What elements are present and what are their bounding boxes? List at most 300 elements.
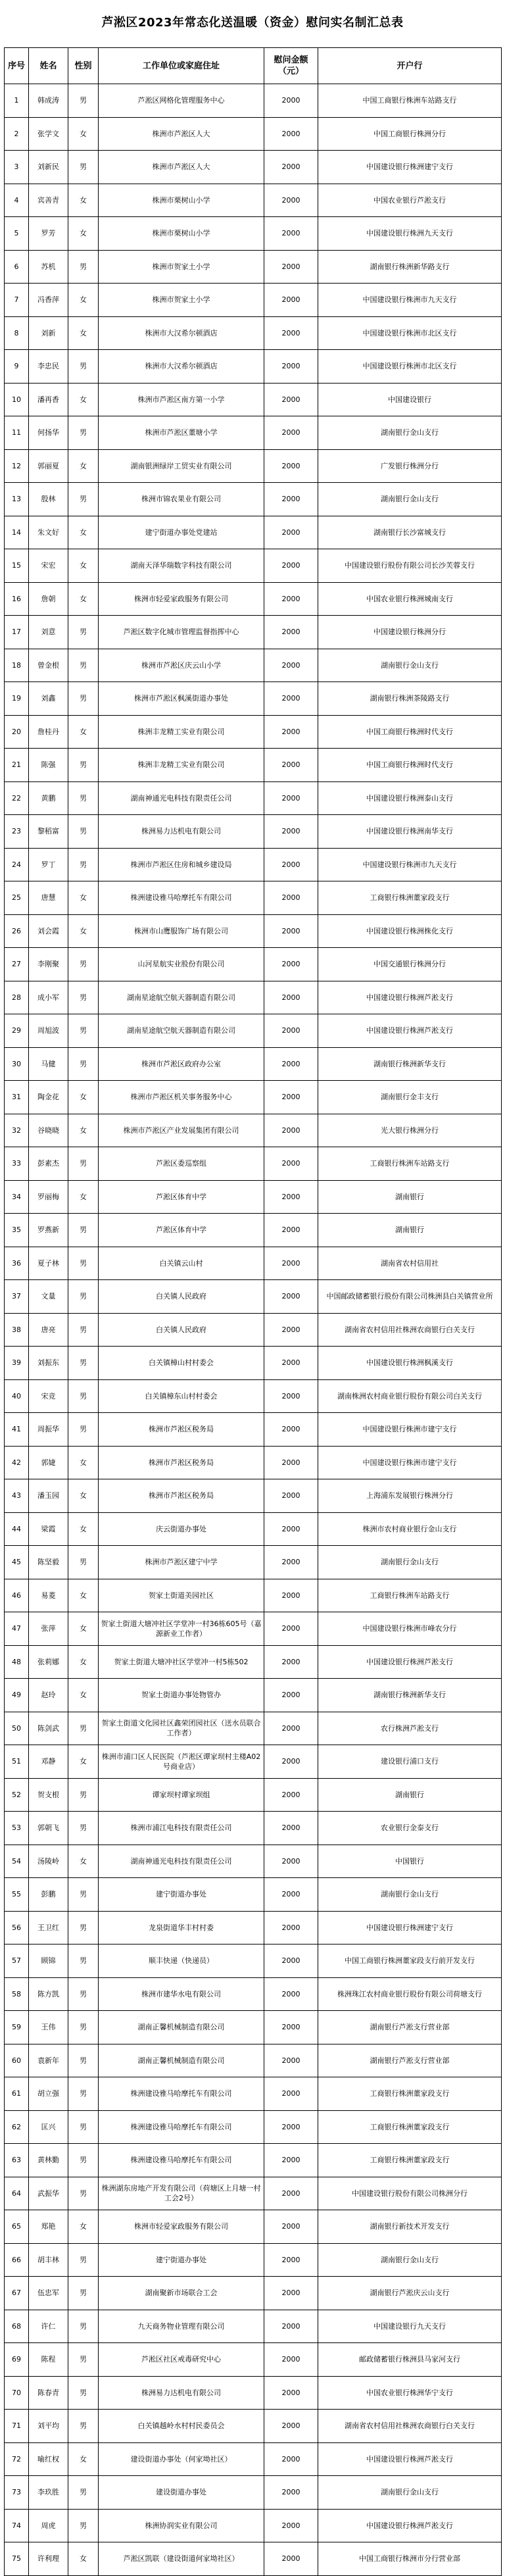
cell-address: 建宁街道办事处党建站 [99,516,264,549]
cell-gender: 女 [68,449,99,483]
cell-gender: 男 [68,1546,99,1579]
cell-gender: 女 [68,383,99,416]
cell-amount: 2000 [264,2277,318,2310]
cell-amount: 2000 [264,1944,318,1978]
cell-bank: 中国建设银行株洲芦淞支行 [318,2442,502,2476]
cell-gender: 男 [68,649,99,682]
cell-name: 冯香萍 [29,284,68,317]
cell-bank: 广发银行株洲分行 [318,449,502,483]
cell-gender: 男 [68,749,99,782]
table-row [5,1247,502,1280]
cell-bank: 中国建设银行株洲枫溪支行 [318,1347,502,1380]
cell-amount: 2000 [264,616,318,649]
cell-amount: 2000 [264,1413,318,1447]
cell-bank: 中国建设银行株洲市九天支行 [318,284,502,317]
cell-bank: 湖南银行株洲茶陵路支行 [318,682,502,716]
cell-name: 马健 [29,1047,68,1081]
cell-index: 73 [5,2476,29,2510]
cell-address: 湖南正馨机械制造有限公司 [99,2044,264,2077]
cell-address: 贺家土街道大塘冲社区学堂冲一村36栋605号（嘉源新业工作者） [99,1612,264,1646]
table-row [5,2243,502,2277]
cell-address: 株洲市芦淞区人大 [99,117,264,151]
document-title: 芦淞区2023年常态化送温暖（资金）慰问实名制汇总表 [101,16,404,30]
cell-name: 胡丰林 [29,2243,68,2277]
cell-index: 74 [5,2509,29,2542]
cell-gender: 男 [68,2476,99,2510]
cell-name: 周虎 [29,2509,68,2542]
cell-bank: 中国农业银行株洲城南支行 [318,582,502,616]
table-row [5,2310,502,2343]
cell-bank: 中国建设银行株洲市建宁支行 [318,1446,502,1479]
cell-index: 15 [5,549,29,583]
cell-name: 刘振东 [29,1347,68,1380]
table-row [5,1313,502,1347]
cell-name: 唐慧 [29,881,68,915]
cell-address: 白关镇樟东山村村委会 [99,1379,264,1413]
cell-amount: 2000 [264,914,318,948]
cell-index: 17 [5,616,29,649]
cell-bank: 中国建设银行株洲九天支行 [318,217,502,251]
cell-gender: 男 [68,1911,99,1944]
table-row [5,1047,502,1081]
cell-gender: 女 [68,1745,99,1779]
cell-address: 株洲市大汉希尔顿酒店 [99,316,264,350]
cell-address: 贺家土街道文化园社区鑫荣团园社区（送水员联合工作者） [99,1712,264,1745]
cell-address: 白关镇云山村 [99,1247,264,1280]
cell-amount: 2000 [264,1845,318,1878]
cell-bank: 湖南省农村信用社株洲农商银行白关支行 [318,2410,502,2443]
cell-bank: 株洲市农村商业银行金山支行 [318,1512,502,1546]
cell-amount: 2000 [264,2376,318,2410]
cell-amount: 2000 [264,184,318,217]
cell-index: 62 [5,2110,29,2144]
cell-bank: 湖南银行长沙富城支行 [318,516,502,549]
cell-amount: 2000 [264,1047,318,1081]
table-row [5,1512,502,1546]
cell-address: 谭家坝村谭家坝组 [99,1778,264,1812]
cell-gender: 女 [68,1579,99,1612]
cell-name: 李刚聚 [29,948,68,981]
cell-gender: 女 [68,316,99,350]
table-row [5,815,502,849]
cell-bank: 中国建设银行株洲市北区支行 [318,316,502,350]
cell-gender: 男 [68,2310,99,2343]
cell-address: 湖南星途航空航天器制造有限公司 [99,1014,264,1048]
table-row [5,2210,502,2244]
cell-address: 白关镇越岭水村村民委员会 [99,2410,264,2443]
cell-bank: 中国工商银行株洲时代支行 [318,749,502,782]
cell-address: 贺家土街道美园社区 [99,1579,264,1612]
cell-amount: 2000 [264,1812,318,1845]
cell-amount: 2000 [264,1180,318,1214]
table-row [5,84,502,118]
table-row [5,2509,502,2542]
cell-index: 44 [5,1512,29,1546]
cell-address: 建宁街道办事处 [99,2243,264,2277]
cell-index: 30 [5,1047,29,1081]
table-row [5,2410,502,2443]
cell-amount: 2000 [264,715,318,749]
cell-bank: 中国工商银行株洲分行 [318,117,502,151]
table-row [5,2177,502,2210]
header-amount: 慰问金额（元） [264,48,318,84]
cell-address: 湖南神通光电科技有限责任公司 [99,1845,264,1878]
cell-index: 43 [5,1479,29,1513]
cell-index: 13 [5,483,29,516]
table-row [5,781,502,815]
cell-name: 袁新年 [29,2044,68,2077]
cell-gender: 女 [68,1679,99,1712]
cell-bank: 中国工商银行株洲市分行营业部 [318,2542,502,2576]
cell-amount: 2000 [264,1014,318,1048]
cell-index: 54 [5,1845,29,1878]
cell-amount: 2000 [264,2177,318,2210]
cell-gender: 女 [68,2542,99,2576]
cell-name: 苏机 [29,250,68,284]
cell-name: 谷晓晓 [29,1114,68,1147]
cell-bank: 中国建设银行株洲市九天支行 [318,848,502,881]
cell-amount: 2000 [264,2044,318,2077]
cell-bank: 湖南银行株洲新华支行 [318,1047,502,1081]
cell-index: 75 [5,2542,29,2576]
cell-name: 张萍 [29,1612,68,1646]
cell-name: 陈剑武 [29,1712,68,1745]
cell-index: 48 [5,1645,29,1679]
cell-bank: 中国建设银行株洲建宁支行 [318,1911,502,1944]
table-row [5,2343,502,2377]
cell-address: 株洲丰龙精工实业有限公司 [99,749,264,782]
cell-index: 28 [5,981,29,1014]
cell-bank: 农业银行金泰支行 [318,1812,502,1845]
cell-name: 陈坚毅 [29,1546,68,1579]
cell-bank: 中国建设银行株洲建宁支行 [318,151,502,184]
cell-gender: 男 [68,948,99,981]
table-row [5,981,502,1014]
cell-name: 彭素杰 [29,1147,68,1181]
table-row [5,2044,502,2077]
table-row [5,151,502,184]
cell-address: 株洲市贺家土小学 [99,250,264,284]
cell-gender: 女 [68,284,99,317]
cell-address: 贺家土街道大塘冲社区学堂冲一村5栋502 [99,1645,264,1679]
cell-address: 湖南天泽华瑞数字科技有限公司 [99,549,264,583]
cell-address: 株洲市浦口区人民医院（芦淞区谭家坝村主楼A02号商业店） [99,1745,264,1779]
cell-amount: 2000 [264,483,318,516]
cell-bank: 湖南株洲农村商业银行股份有限公司白关支行 [318,1379,502,1413]
cell-address: 株洲市建华水电有限公司 [99,1977,264,2011]
header-address: 工作单位或家庭住址 [99,48,264,84]
cell-amount: 2000 [264,1911,318,1944]
cell-address: 株洲市浦江电科技有限责任公司 [99,1812,264,1845]
cell-gender: 女 [68,1512,99,1546]
cell-index: 66 [5,2243,29,2277]
cell-name: 成小军 [29,981,68,1014]
cell-index: 35 [5,1214,29,1247]
cell-bank: 中国工商银行株洲时代支行 [318,715,502,749]
cell-address: 建设街道办事处（何家坳社区） [99,2442,264,2476]
cell-address: 九天商务物业管理有限公司 [99,2310,264,2343]
table-row [5,1778,502,1812]
cell-address: 芦淞区体育中学 [99,1180,264,1214]
cell-bank: 湖南银行 [318,1214,502,1247]
table-row [5,316,502,350]
cell-address: 芦淞区网格化管理服务中心 [99,84,264,118]
header-name: 姓名 [29,48,68,84]
cell-amount: 2000 [264,848,318,881]
cell-name: 贺支根 [29,1778,68,1812]
cell-name: 宋竞 [29,1379,68,1413]
table-row [5,516,502,549]
cell-gender: 男 [68,2144,99,2177]
cell-amount: 2000 [264,682,318,716]
cell-index: 33 [5,1147,29,1181]
table-row [5,217,502,251]
cell-bank: 中国建设银行 [318,383,502,416]
table-row [5,549,502,583]
cell-address: 湖南银洲绿岸工贸实业有限公司 [99,449,264,483]
cell-index: 7 [5,284,29,317]
cell-amount: 2000 [264,1546,318,1579]
cell-gender: 男 [68,350,99,384]
cell-address: 湖南聚新市场联合工会 [99,2277,264,2310]
cell-amount: 2000 [264,1379,318,1413]
cell-name: 朱文好 [29,516,68,549]
table-row [5,1612,502,1646]
cell-address: 株洲市芦淞区枫溪街道办事处 [99,682,264,716]
cell-index: 2 [5,117,29,151]
cell-amount: 2000 [264,2542,318,2576]
cell-amount: 2000 [264,1479,318,1513]
cell-amount: 2000 [264,2077,318,2111]
cell-gender: 女 [68,914,99,948]
cell-name: 刘新 [29,316,68,350]
cell-name: 文量 [29,1280,68,1314]
table-row [5,1479,502,1513]
table-row [5,1679,502,1712]
cell-gender: 女 [68,1845,99,1878]
cell-amount: 2000 [264,416,318,450]
cell-gender: 男 [68,1944,99,1978]
table-row [5,715,502,749]
cell-name: 潘玉园 [29,1479,68,1513]
cell-amount: 2000 [264,649,318,682]
cell-gender: 女 [68,549,99,583]
cell-bank: 工商银行株洲董家段支行 [318,2077,502,2111]
cell-bank: 湖南银行金山支行 [318,2243,502,2277]
cell-gender: 男 [68,1247,99,1280]
cell-gender: 男 [68,1379,99,1413]
cell-name: 许仁 [29,2310,68,2343]
cell-index: 52 [5,1778,29,1812]
cell-bank: 中国建设银行株洲市建宁支行 [318,1413,502,1447]
cell-index: 18 [5,649,29,682]
cell-name: 曾金根 [29,649,68,682]
table-row [5,1977,502,2011]
table-row [5,848,502,881]
cell-address: 白关镇樟山村村委会 [99,1347,264,1380]
cell-gender: 男 [68,1313,99,1347]
cell-amount: 2000 [264,151,318,184]
cell-name: 宾善青 [29,184,68,217]
cell-bank: 中国建设银行株洲芦淞支行 [318,2509,502,2542]
table-row [5,914,502,948]
cell-name: 邓静 [29,1745,68,1779]
cell-amount: 2000 [264,1579,318,1612]
table-row [5,416,502,450]
cell-address: 株洲市大汉希尔顿酒店 [99,350,264,384]
table-row [5,1379,502,1413]
header-index: 序号 [5,48,29,84]
cell-index: 58 [5,1977,29,2011]
cell-amount: 2000 [264,1214,318,1247]
cell-index: 32 [5,1114,29,1147]
cell-gender: 女 [68,117,99,151]
cell-gender: 男 [68,2110,99,2144]
table-row [5,1147,502,1181]
cell-address: 株洲市芦淞区机关事务服务中心 [99,1081,264,1114]
cell-address: 株洲市芦淞区建宁中学 [99,1546,264,1579]
cell-amount: 2000 [264,350,318,384]
cell-index: 36 [5,1247,29,1280]
cell-index: 9 [5,350,29,384]
cell-name: 刘会霞 [29,914,68,948]
cell-amount: 2000 [264,1081,318,1114]
cell-bank: 工商银行株洲董家段支行 [318,2110,502,2144]
cell-bank: 建设银行浦口支行 [318,1745,502,1779]
table-row [5,682,502,716]
cell-bank: 中国建设银行株洲芦淞支行 [318,1645,502,1679]
cell-bank: 中国建设银行股份有限公司株洲分行 [318,2177,502,2210]
cell-address: 芦淞区委巡察组 [99,1147,264,1181]
cell-gender: 男 [68,781,99,815]
cell-gender: 女 [68,881,99,915]
cell-amount: 2000 [264,1147,318,1181]
table-row [5,1911,502,1944]
cell-amount: 2000 [264,1347,318,1380]
cell-address: 株洲市芦淞区住房和城乡建设局 [99,848,264,881]
cell-address: 建设街道办事处 [99,2476,264,2510]
cell-gender: 男 [68,1214,99,1247]
cell-index: 71 [5,2410,29,2443]
table-row [5,1347,502,1380]
cell-bank: 湖南银行金山支行 [318,649,502,682]
table-row [5,483,502,516]
cell-index: 8 [5,316,29,350]
table-row [5,449,502,483]
cell-address: 顺丰快递（快递员） [99,1944,264,1978]
cell-bank: 中国农业银行株洲华宁支行 [318,2376,502,2410]
cell-amount: 2000 [264,2144,318,2177]
cell-name: 郭婕 [29,1446,68,1479]
cell-name: 彭鹏 [29,1878,68,1912]
table-row [5,1180,502,1214]
cell-gender: 男 [68,2077,99,2111]
cell-address: 湖南星途航空航天器制造有限公司 [99,981,264,1014]
cell-amount: 2000 [264,1878,318,1912]
table-row [5,582,502,616]
cell-amount: 2000 [264,881,318,915]
table-row [5,1712,502,1745]
table-row [5,1214,502,1247]
cell-name: 胡立强 [29,2077,68,2111]
cell-name: 唐亮 [29,1313,68,1347]
cell-name: 夏子林 [29,1247,68,1280]
cell-amount: 2000 [264,1280,318,1314]
cell-bank: 中国邮政储蓄银行股份有限公司株洲县白关镇营业所 [318,1280,502,1314]
cell-amount: 2000 [264,2343,318,2377]
cell-bank: 中国建设银行九天支行 [318,2310,502,2343]
cell-index: 64 [5,2177,29,2210]
cell-name: 汤陵岭 [29,1845,68,1878]
table-row [5,1878,502,1912]
cell-amount: 2000 [264,1114,318,1147]
table-row [5,284,502,317]
cell-name: 王伟 [29,2011,68,2044]
cell-address: 株洲湖东房地产开发有限公司（荷塘区上月塘一村工会2号） [99,2177,264,2210]
cell-bank: 工商银行株洲董家段支行 [318,881,502,915]
table-row [5,2542,502,2576]
cell-gender: 男 [68,1347,99,1380]
cell-name: 匡兴 [29,2110,68,2144]
table-row [5,1081,502,1114]
cell-index: 16 [5,582,29,616]
cell-index: 41 [5,1413,29,1447]
cell-gender: 男 [68,84,99,118]
cell-bank: 中国建设银行株洲市北区支行 [318,350,502,384]
cell-amount: 2000 [264,582,318,616]
cell-gender: 男 [68,682,99,716]
cell-name: 陈强 [29,749,68,782]
cell-gender: 男 [68,848,99,881]
cell-bank: 湖南银行株洲新华支行 [318,1679,502,1712]
cell-amount: 2000 [264,781,318,815]
cell-name: 周旭波 [29,1014,68,1048]
cell-bank: 湖南银行金山支行 [318,2476,502,2510]
cell-index: 1 [5,84,29,118]
cell-name: 易菱 [29,1579,68,1612]
cell-gender: 女 [68,217,99,251]
cell-address: 株洲建设雅马哈摩托车有限公司 [99,2077,264,2111]
cell-bank: 光大银行株洲分行 [318,1114,502,1147]
cell-address: 株洲市芦淞区庆云山小学 [99,649,264,682]
cell-name: 陶金花 [29,1081,68,1114]
cell-bank: 湖南银行金丰支行 [318,1081,502,1114]
cell-bank: 上海浦东发展银行株洲分行 [318,1479,502,1513]
table-row [5,1944,502,1978]
cell-name: 潘再香 [29,383,68,416]
cell-bank: 邮政储蓄银行株洲县马家河支行 [318,2343,502,2377]
cell-name: 刘意 [29,616,68,649]
cell-index: 42 [5,1446,29,1479]
cell-index: 55 [5,1878,29,1912]
cell-address: 株洲市贺家土小学 [99,284,264,317]
cell-address: 株洲市轻爱家政服务有限公司 [99,2210,264,2244]
cell-index: 60 [5,2044,29,2077]
cell-index: 10 [5,383,29,416]
cell-amount: 2000 [264,383,318,416]
cell-index: 69 [5,2343,29,2377]
cell-index: 38 [5,1313,29,1347]
cell-index: 21 [5,749,29,782]
cell-name: 宋宏 [29,549,68,583]
cell-bank: 湖南银行金山支行 [318,1546,502,1579]
cell-amount: 2000 [264,2310,318,2343]
cell-name: 罗丁 [29,848,68,881]
cell-bank: 湖南省农村信用社 [318,1247,502,1280]
cell-index: 12 [5,449,29,483]
cell-index: 34 [5,1180,29,1214]
cell-index: 4 [5,184,29,217]
